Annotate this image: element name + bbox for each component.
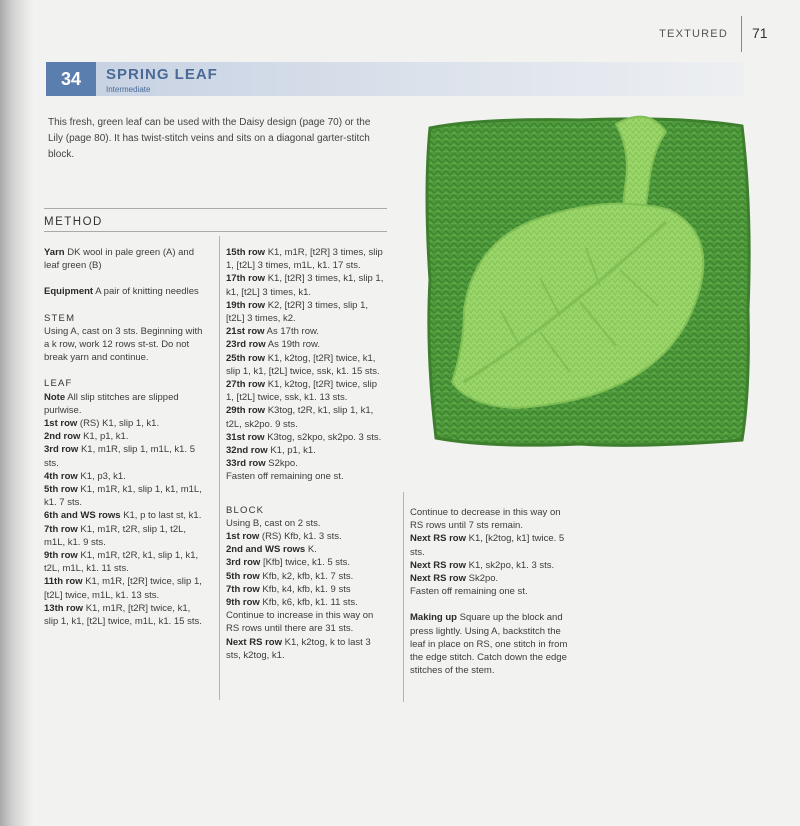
row-text: S2kpo. [268,458,298,470]
row-text: K1, p1, k1. [270,445,316,457]
row-label: 21st row [226,326,265,338]
row-text: K2, [t2R] 3 times, slip 1, [t2L] 3 times, k2. [226,299,369,325]
row-instruction [226,299,386,325]
row-label: 5th row [44,484,78,496]
row-label: 33rd row [226,458,266,470]
row-instruction [226,272,386,298]
row-label: 9th row [44,550,78,562]
row-instruction [226,338,386,351]
row-text: Kfb, k2, kfb, k1. 7 sts. [262,570,354,582]
row-label: 2nd and WS rows [226,544,306,556]
row-instruction [226,583,386,596]
row-text: K1, p1, k1. [83,431,129,443]
row-instruction [226,404,386,430]
pattern-number: 34 [46,62,96,96]
row-label: 2nd row [44,431,81,443]
note-text: All slip stitches are slipped purlwise. [44,391,179,416]
row-text: K1, m1R, [t2R] twice, slip 1, [t2L] twice, m1L, k1. 13 sts. [44,576,202,601]
row-text: K3tog, s2kpo, sk2po. 3 sts. [267,431,382,443]
block-section [226,504,386,662]
stem-text: Using A, cast on 3 sts. Beginning with a k row, work 12 rows st-st. Do not break yarn and continue. [44,325,203,364]
row-instruction [226,378,386,404]
row-label: Next RS row [410,533,466,545]
row-instruction [44,509,204,522]
pattern-title: SPRING LEAF [106,66,218,83]
row-instruction [44,523,204,549]
making-up-section [410,611,575,677]
row-text: K1, p3, k1. [80,470,126,482]
row-instruction [44,575,204,601]
row-text: K1, [k2tog, k1] twice. 5 sts. [410,533,565,558]
header-divider [741,16,742,52]
row-label: 15th row [226,247,266,258]
row-label: 19th row [226,299,266,311]
block-heading: BLOCK [226,504,265,516]
row-instruction [226,325,386,338]
row-text: K1, k2tog, [t2R] twice, k1, slip 1, k1, [t2L] twice, ssk, k1. 15 sts. [226,352,380,377]
knitted-leaf-photo [420,110,758,450]
decrease-section [410,506,575,598]
method-rule-bottom [44,231,387,232]
row-instruction [226,530,386,543]
leaf-section-continued [226,246,386,484]
row-instruction [226,246,386,272]
row-instruction [410,572,575,585]
row-text: K1, [t2R] 3 times, k1, slip 1, k1, [t2L] 3 times, k1. [226,273,384,298]
instructions-column-middle [226,246,386,675]
row-instruction [44,602,204,628]
row-text: K1, k2tog, k to last 3 sts, k2tog, k1. [226,636,371,661]
row-instruction [226,636,386,662]
row-instruction [44,483,204,509]
row-label: 1st row [226,531,260,543]
equipment-label: Equipment [44,286,94,298]
row-text: K3tog, t2R, k1, slip 1, k1, t2L, sk2po. 9 sts. [226,405,374,430]
row-label: 3rd row [226,557,261,569]
row-label: 7th row [44,523,78,535]
row-text: As 17th row. [266,326,319,338]
row-instruction [44,417,204,430]
instructions-column-left [44,246,204,641]
instructions-column-right [410,506,575,690]
row-label: 7th row [226,583,260,595]
row-label: Next RS row [410,573,466,585]
row-text: K. [307,544,317,556]
row-label: 4th row [44,470,78,482]
row-label: Next RS row [226,636,282,648]
row-text: Kfb, k6, kfb, k1. 11 sts. [262,597,358,609]
row-label: 11th row [44,576,83,588]
row-instruction [226,457,386,470]
row-instruction [226,431,386,444]
stem-heading: STEM [44,312,76,324]
making-up-text: Square up the block and press lightly. Using A, backstitch the leaf in place on RS, one stitch in from the edge stitch. Catch down the edge stitches of the stem. [410,612,568,677]
leaf-note [44,391,204,417]
row-label: 13th row [44,602,84,614]
making-up-label: Making up [410,612,457,624]
block-continue: Continue to increase in this way on RS rows until there are 31 sts. [226,610,374,635]
row-instruction [226,596,386,609]
block-end-text: Fasten off remaining one st. [410,586,528,598]
equipment-spec [44,285,204,298]
stem-section [44,312,204,365]
row-text: Kfb, k4, kfb, k1. 9 sts [262,583,351,595]
row-label: 5th row [226,570,260,582]
page-number: 71 [752,25,768,41]
row-instruction [410,532,575,558]
row-label: 25th row [226,352,266,364]
row-text: (RS) K1, slip 1, k1. [79,418,160,430]
row-text: As 19th row. [267,339,321,351]
pattern-level: Intermediate [106,85,151,94]
yarn-label: Yarn [44,247,65,258]
row-instruction [44,443,204,469]
column-divider [219,236,220,700]
row-instruction [44,430,204,443]
row-text: K1, m1R, [t2R] twice, k1, slip 1, k1, [t2L] twice, m1L, k1. 15 sts. [44,602,202,628]
row-text: [Kfb] twice, k1. 5 sts. [262,557,351,569]
row-label: 17th row [226,273,266,285]
row-label: 1st row [44,418,78,430]
row-text: K1, m1R, t2R, slip 1, t2L, m1L, k1. 9 sts. [44,523,187,548]
row-text: K1, m1R, slip 1, m1L, k1. 5 sts. [44,444,195,469]
row-instruction [226,543,386,556]
row-label: 9th row [226,597,260,609]
row-text: Sk2po. [468,573,499,585]
row-label: 32nd row [226,445,268,457]
row-label: 29th row [226,405,266,417]
row-instruction [44,470,204,483]
row-instruction [226,352,386,378]
decrease-text: Continue to decrease in this way on RS rows until 7 sts remain. [410,507,561,532]
row-label: Next RS row [410,559,466,571]
row-text: K1, m1R, t2R, k1, slip 1, k1, t2L, m1L, k1. 11 sts. [44,550,199,575]
row-text: K1, m1R, k1, slip 1, k1, m1L, k1. 7 sts. [44,484,202,509]
section-name: TEXTURED [659,28,728,40]
row-instruction [226,556,386,569]
row-label: 31st row [226,431,265,443]
yarn-spec [44,246,204,272]
yarn-text: DK wool in pale green (A) and leaf green (B) [44,247,194,272]
row-text: K1, p to last st, k1. [123,510,202,522]
equipment-text: A pair of knitting needles [95,286,199,298]
column-divider [403,492,404,702]
row-instruction [226,570,386,583]
method-heading: METHOD [44,216,103,228]
row-label: 23rd row [226,339,266,351]
method-rule-top [44,208,387,209]
row-label: 27th row [226,379,266,391]
row-label: 3rd row [44,444,79,456]
row-text: K1, m1R, [t2R] 3 times, slip 1, [t2L] 3 times, m1L, k1. 17 sts. [226,247,383,272]
row-label: 6th and WS rows [44,510,121,522]
row-instruction [44,549,204,575]
leaf-section [44,377,204,628]
row-text: (RS) Kfb, k1. 3 sts. [261,531,342,543]
leaf-heading: LEAF [44,378,73,390]
pattern-intro: This fresh, green leaf can be used with the Daisy design (page 70) or the Lily (page 80). It has twist-stitch veins and sits on a diagonal garter-stitch block. [48,117,371,160]
leaf-end-text: Fasten off remaining one st. [226,471,344,483]
block-intro: Using B, cast on 2 sts. [226,517,321,529]
row-instruction [226,444,386,457]
row-text: K1, sk2po, k1. 3 sts. [468,559,555,571]
note-label: Note [44,391,66,403]
row-instruction [410,559,575,572]
row-text: K1, k2tog, [t2R] twice, slip 1, [t2L] twice, ssk, k1. 13 sts. [226,379,377,404]
